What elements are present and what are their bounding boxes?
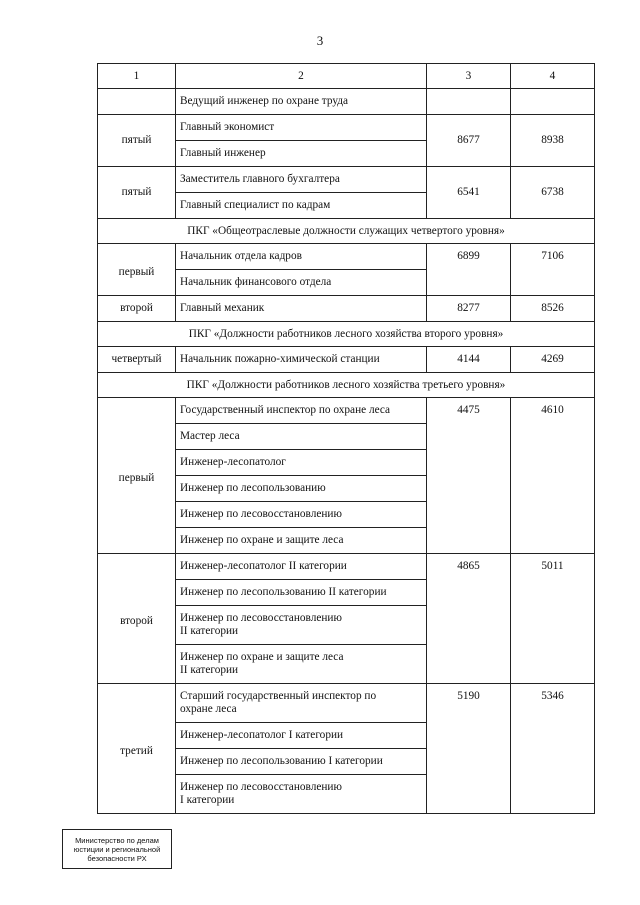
table-row	[98, 347, 595, 373]
position-cell: Главный экономист	[176, 115, 427, 141]
position-cell: Инженер по лесопользованию I категории	[176, 749, 427, 775]
level-cell: пятый	[98, 167, 176, 219]
salary-table	[97, 63, 595, 814]
table-row	[98, 244, 595, 270]
column-header: 3	[427, 64, 511, 89]
salary-cell: 5011	[511, 554, 595, 684]
salary-cell: 6541	[427, 167, 511, 219]
position-cell: Инженер-лесопатолог I категории	[176, 723, 427, 749]
table-header-row	[98, 64, 595, 89]
position-line: охране леса	[180, 703, 237, 715]
salary-cell	[511, 89, 595, 115]
salary-cell: 8677	[427, 115, 511, 167]
salary-cell	[427, 89, 511, 115]
position-cell: Государственный инспектор по охране леса	[176, 398, 427, 424]
stamp-line: безопасности РХ	[87, 853, 147, 863]
pkg-heading-row	[98, 219, 595, 244]
position-line: Старший государственный инспектор по	[180, 690, 377, 702]
position-cell: Главный специалист по кадрам	[176, 193, 427, 219]
pkg-heading: ПКГ «Общеотраслевые должности служащих четвертого уровня»	[98, 219, 595, 244]
position-cell: Заместитель главного бухгалтера	[176, 167, 427, 193]
table-row	[98, 89, 595, 115]
salary-cell: 4865	[427, 554, 511, 684]
position-cell: Инженер по лесопользованию II категории	[176, 580, 427, 606]
table-row	[98, 167, 595, 193]
position-cell: Главный механик	[176, 296, 427, 322]
table-row	[98, 554, 595, 580]
position-cell	[176, 775, 427, 814]
position-line: Инженер по лесовосстановлению	[180, 612, 342, 624]
column-header: 4	[511, 64, 595, 89]
position-cell: Инженер по лесопользованию	[176, 476, 427, 502]
position-cell: Инженер-лесопатолог II категории	[176, 554, 427, 580]
table-row	[98, 296, 595, 322]
position-line: Инженер по лесовосстановлению	[180, 781, 342, 793]
position-cell	[176, 684, 427, 723]
position-cell	[176, 645, 427, 684]
position-cell	[176, 606, 427, 645]
table-row	[98, 398, 595, 424]
stamp-line: Министерство по делам	[75, 835, 159, 845]
position-line: II категории	[180, 625, 239, 637]
position-cell: Начальник пожарно-химической станции	[176, 347, 427, 373]
level-cell	[98, 89, 176, 115]
ministry-stamp	[62, 829, 172, 869]
salary-cell: 8277	[427, 296, 511, 322]
stamp-line: юстиции и региональной	[73, 844, 161, 854]
level-cell: второй	[98, 554, 176, 684]
salary-cell: 4475	[427, 398, 511, 554]
position-cell: Начальник отдела кадров	[176, 244, 427, 270]
pkg-heading: ПКГ «Должности работников лесного хозяйства второго уровня»	[98, 322, 595, 347]
table-row	[98, 684, 595, 723]
salary-cell: 6899	[427, 244, 511, 296]
level-cell: четвертый	[98, 347, 176, 373]
position-cell: Инженер-лесопатолог	[176, 450, 427, 476]
salary-cell: 5346	[511, 684, 595, 814]
column-header: 1	[98, 64, 176, 89]
level-cell: второй	[98, 296, 176, 322]
position-line: I категории	[180, 794, 235, 806]
level-cell: пятый	[98, 115, 176, 167]
salary-cell: 5190	[427, 684, 511, 814]
salary-cell: 7106	[511, 244, 595, 296]
position-cell: Мастер леса	[176, 424, 427, 450]
position-cell: Инженер по охране и защите леса	[176, 528, 427, 554]
pkg-heading-row	[98, 322, 595, 347]
salary-cell: 4610	[511, 398, 595, 554]
position-cell: Главный инженер	[176, 141, 427, 167]
position-cell: Ведущий инженер по охране труда	[176, 89, 427, 115]
page-number: 3	[316, 33, 324, 48]
salary-cell: 6738	[511, 167, 595, 219]
position-cell: Инженер по лесовосстановлению	[176, 502, 427, 528]
level-cell: первый	[98, 244, 176, 296]
salary-cell: 4269	[511, 347, 595, 373]
column-header: 2	[176, 64, 427, 89]
level-cell: третий	[98, 684, 176, 814]
position-line: Инженер по охране и защите леса	[180, 651, 344, 663]
salary-cell: 4144	[427, 347, 511, 373]
pkg-heading-row	[98, 373, 595, 398]
position-line: II категории	[180, 664, 239, 676]
pkg-heading: ПКГ «Должности работников лесного хозяйства третьего уровня»	[98, 373, 595, 398]
position-cell: Начальник финансового отдела	[176, 270, 427, 296]
salary-cell: 8938	[511, 115, 595, 167]
salary-cell: 8526	[511, 296, 595, 322]
table-row	[98, 115, 595, 141]
level-cell: первый	[98, 398, 176, 554]
